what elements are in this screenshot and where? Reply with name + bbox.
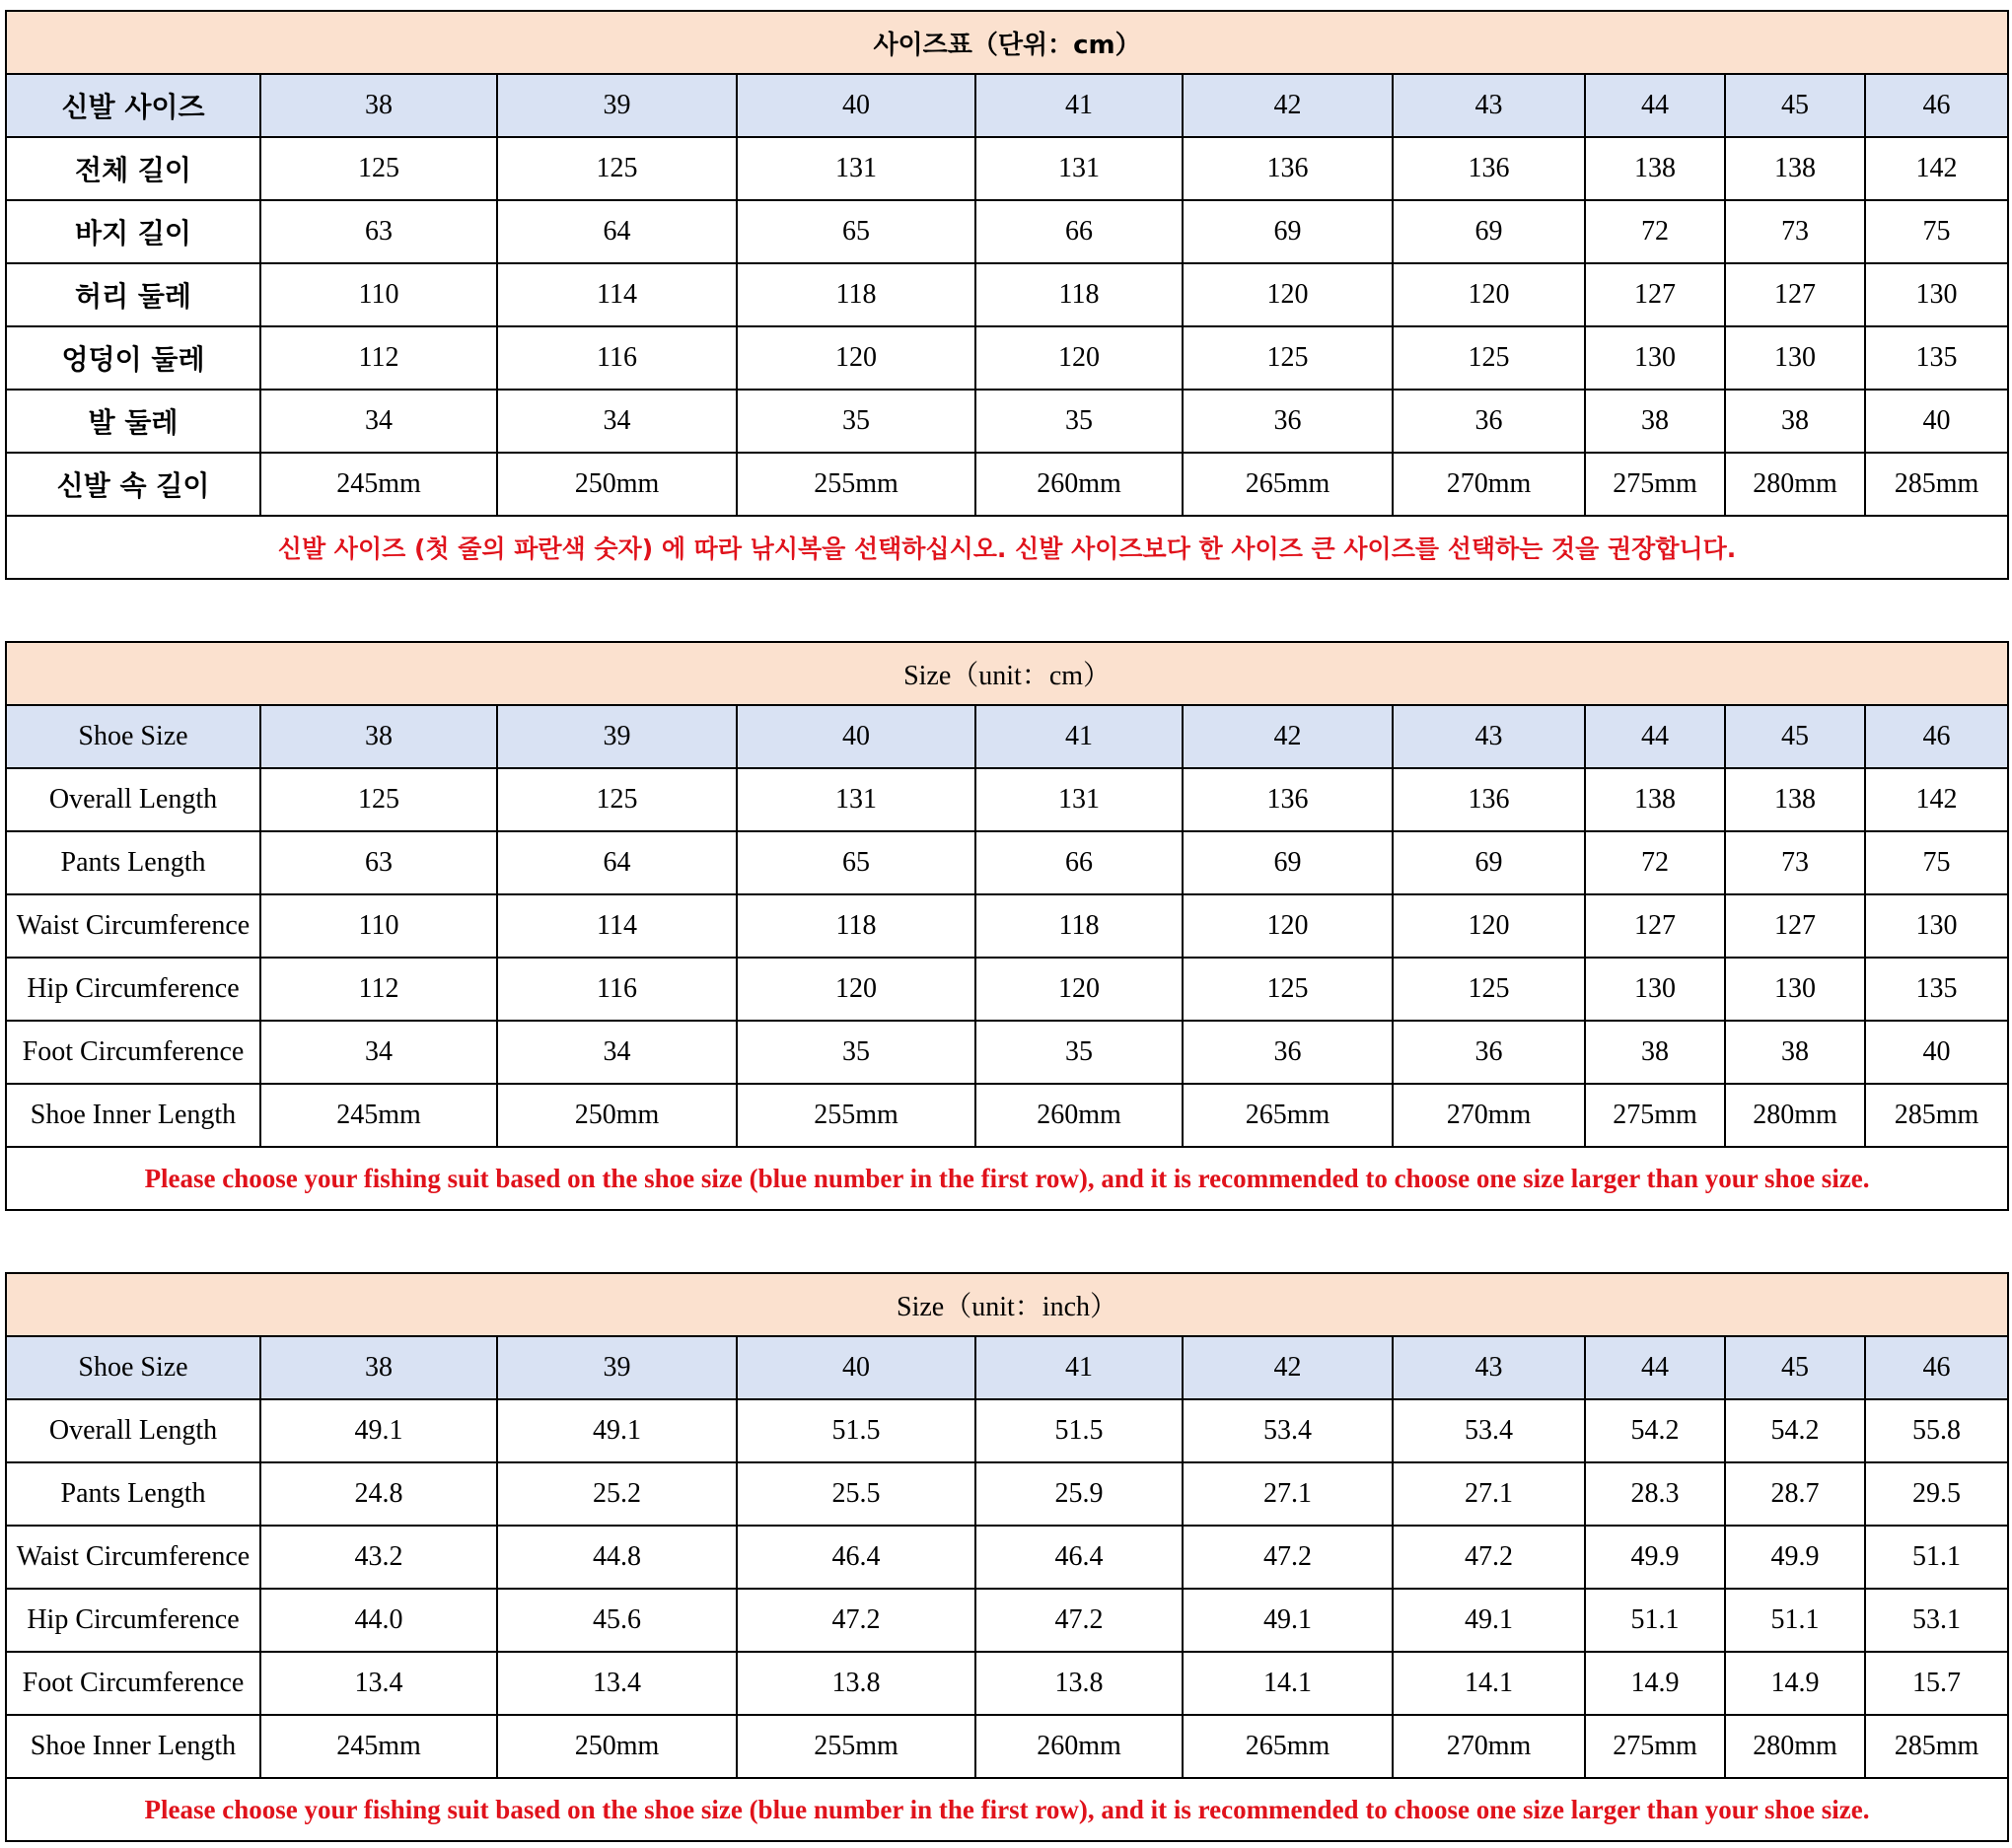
shoe-size-cell: 42 bbox=[1183, 74, 1393, 137]
table-cell: 38 bbox=[1725, 1021, 1865, 1084]
table-cell: 49.9 bbox=[1725, 1526, 1865, 1589]
size-table-english-inch bbox=[5, 1272, 2007, 1842]
row-label: Overall Length bbox=[6, 768, 260, 831]
table-cell: 51.1 bbox=[1725, 1589, 1865, 1652]
table-cell: 127 bbox=[1725, 894, 1865, 958]
row-label: Pants Length bbox=[6, 1462, 260, 1526]
table-row bbox=[6, 958, 2008, 1021]
table-cell: 34 bbox=[497, 390, 737, 453]
table-cell: 47.2 bbox=[1393, 1526, 1585, 1589]
shoe-size-cell: 38 bbox=[260, 705, 497, 768]
table-cell: 118 bbox=[975, 894, 1183, 958]
table-title: Size（unit：cm） bbox=[6, 642, 2008, 705]
row-label: 발 둘레 bbox=[6, 390, 260, 453]
table-cell: 131 bbox=[975, 768, 1183, 831]
shoe-size-cell: 40 bbox=[737, 705, 975, 768]
table-cell: 285mm bbox=[1865, 453, 2008, 516]
recommendation-note: Please choose your fishing suit based on the shoe size (blue number in the first row), and it is recommended to choose one size larger than your shoe size. bbox=[6, 1147, 2008, 1210]
table-cell: 127 bbox=[1585, 263, 1725, 326]
shoe-size-cell: 46 bbox=[1865, 1336, 2008, 1399]
table-cell: 25.5 bbox=[737, 1462, 975, 1526]
table-cell: 66 bbox=[975, 200, 1183, 263]
table-row bbox=[6, 831, 2008, 894]
table-cell: 135 bbox=[1865, 326, 2008, 390]
table-cell: 120 bbox=[1183, 894, 1393, 958]
table-cell: 280mm bbox=[1725, 1715, 1865, 1778]
table-cell: 125 bbox=[260, 137, 497, 200]
table-cell: 25.2 bbox=[497, 1462, 737, 1526]
table-cell: 72 bbox=[1585, 831, 1725, 894]
table-cell: 250mm bbox=[497, 1084, 737, 1147]
table-cell: 53.4 bbox=[1183, 1399, 1393, 1462]
table-cell: 136 bbox=[1393, 137, 1585, 200]
table-cell: 64 bbox=[497, 831, 737, 894]
table-cell: 112 bbox=[260, 326, 497, 390]
table-cell: 255mm bbox=[737, 1715, 975, 1778]
table-cell: 49.1 bbox=[260, 1399, 497, 1462]
shoe-size-cell: 44 bbox=[1585, 705, 1725, 768]
shoe-size-cell: 39 bbox=[497, 1336, 737, 1399]
table-cell: 136 bbox=[1183, 768, 1393, 831]
table-cell: 40 bbox=[1865, 1021, 2008, 1084]
table-cell: 34 bbox=[260, 1021, 497, 1084]
table-cell: 118 bbox=[737, 894, 975, 958]
table-cell: 112 bbox=[260, 958, 497, 1021]
shoe-size-cell: 41 bbox=[975, 705, 1183, 768]
table-cell: 72 bbox=[1585, 200, 1725, 263]
table-cell: 135 bbox=[1865, 958, 2008, 1021]
table-cell: 130 bbox=[1725, 326, 1865, 390]
table-cell: 131 bbox=[737, 768, 975, 831]
row-label: Waist Circumference bbox=[6, 1526, 260, 1589]
table-cell: 44.0 bbox=[260, 1589, 497, 1652]
table-row bbox=[6, 768, 2008, 831]
row-label: 엉덩이 둘레 bbox=[6, 326, 260, 390]
size-table bbox=[5, 1272, 2009, 1842]
shoe-size-cell: 45 bbox=[1725, 1336, 1865, 1399]
table-cell: 53.1 bbox=[1865, 1589, 2008, 1652]
table-cell: 63 bbox=[260, 831, 497, 894]
table-cell: 54.2 bbox=[1585, 1399, 1725, 1462]
table-cell: 142 bbox=[1865, 768, 2008, 831]
table-cell: 51.1 bbox=[1585, 1589, 1725, 1652]
table-cell: 136 bbox=[1183, 137, 1393, 200]
table-cell: 250mm bbox=[497, 1715, 737, 1778]
table-cell: 265mm bbox=[1183, 1715, 1393, 1778]
row-label: Foot Circumference bbox=[6, 1021, 260, 1084]
row-label: Shoe Size bbox=[6, 705, 260, 768]
table-row bbox=[6, 390, 2008, 453]
table-cell: 38 bbox=[1585, 1021, 1725, 1084]
table-cell: 47.2 bbox=[975, 1589, 1183, 1652]
table-cell: 69 bbox=[1393, 200, 1585, 263]
table-cell: 280mm bbox=[1725, 453, 1865, 516]
table-cell: 131 bbox=[975, 137, 1183, 200]
table-cell: 275mm bbox=[1585, 1715, 1725, 1778]
table-cell: 114 bbox=[497, 894, 737, 958]
table-row bbox=[6, 1399, 2008, 1462]
table-cell: 125 bbox=[1393, 326, 1585, 390]
table-cell: 44.8 bbox=[497, 1526, 737, 1589]
table-cell: 28.3 bbox=[1585, 1462, 1725, 1526]
table-cell: 265mm bbox=[1183, 1084, 1393, 1147]
shoe-size-cell: 44 bbox=[1585, 74, 1725, 137]
row-label: Shoe Size bbox=[6, 1336, 260, 1399]
recommendation-note: Please choose your fishing suit based on the shoe size (blue number in the first row), and it is recommended to choose one size larger than your shoe size. bbox=[6, 1778, 2008, 1841]
table-cell: 65 bbox=[737, 831, 975, 894]
table-row bbox=[6, 137, 2008, 200]
table-cell: 43.2 bbox=[260, 1526, 497, 1589]
table-cell: 120 bbox=[1393, 894, 1585, 958]
table-row bbox=[6, 1462, 2008, 1526]
table-cell: 120 bbox=[1393, 263, 1585, 326]
table-cell: 125 bbox=[497, 137, 737, 200]
table-cell: 35 bbox=[975, 1021, 1183, 1084]
table-cell: 280mm bbox=[1725, 1084, 1865, 1147]
recommendation-note-row bbox=[6, 516, 2008, 579]
table-cell: 138 bbox=[1585, 137, 1725, 200]
table-cell: 34 bbox=[497, 1021, 737, 1084]
table-cell: 260mm bbox=[975, 453, 1183, 516]
table-cell: 270mm bbox=[1393, 1715, 1585, 1778]
table-cell: 51.5 bbox=[975, 1399, 1183, 1462]
table-cell: 270mm bbox=[1393, 1084, 1585, 1147]
shoe-size-cell: 40 bbox=[737, 74, 975, 137]
table-cell: 47.2 bbox=[1183, 1526, 1393, 1589]
table-cell: 114 bbox=[497, 263, 737, 326]
table-cell: 75 bbox=[1865, 200, 2008, 263]
table-cell: 29.5 bbox=[1865, 1462, 2008, 1526]
size-table bbox=[5, 10, 2009, 580]
table-cell: 38 bbox=[1585, 390, 1725, 453]
table-cell: 255mm bbox=[737, 453, 975, 516]
table-title: Size（unit：inch） bbox=[6, 1273, 2008, 1336]
table-cell: 110 bbox=[260, 894, 497, 958]
table-cell: 131 bbox=[737, 137, 975, 200]
table-cell: 54.2 bbox=[1725, 1399, 1865, 1462]
table-cell: 125 bbox=[1183, 958, 1393, 1021]
table-title-row bbox=[6, 642, 2008, 705]
table-cell: 138 bbox=[1585, 768, 1725, 831]
table-cell: 36 bbox=[1183, 390, 1393, 453]
table-cell: 120 bbox=[975, 958, 1183, 1021]
shoe-size-cell: 41 bbox=[975, 1336, 1183, 1399]
table-cell: 275mm bbox=[1585, 1084, 1725, 1147]
table-cell: 55.8 bbox=[1865, 1399, 2008, 1462]
table-cell: 34 bbox=[260, 390, 497, 453]
table-cell: 69 bbox=[1183, 200, 1393, 263]
shoe-size-header-row bbox=[6, 1336, 2008, 1399]
table-title-row bbox=[6, 11, 2008, 74]
table-cell: 118 bbox=[975, 263, 1183, 326]
table-cell: 142 bbox=[1865, 137, 2008, 200]
row-label: 허리 둘레 bbox=[6, 263, 260, 326]
table-cell: 116 bbox=[497, 958, 737, 1021]
shoe-size-cell: 46 bbox=[1865, 74, 2008, 137]
shoe-size-cell: 40 bbox=[737, 1336, 975, 1399]
table-cell: 130 bbox=[1585, 326, 1725, 390]
table-cell: 245mm bbox=[260, 453, 497, 516]
table-row bbox=[6, 1084, 2008, 1147]
table-cell: 36 bbox=[1183, 1021, 1393, 1084]
row-label: Pants Length bbox=[6, 831, 260, 894]
table-cell: 130 bbox=[1585, 958, 1725, 1021]
row-label: 신발 속 길이 bbox=[6, 453, 260, 516]
table-cell: 28.7 bbox=[1725, 1462, 1865, 1526]
table-row bbox=[6, 200, 2008, 263]
table-cell: 45.6 bbox=[497, 1589, 737, 1652]
shoe-size-cell: 39 bbox=[497, 705, 737, 768]
table-row bbox=[6, 1021, 2008, 1084]
row-label: Waist Circumference bbox=[6, 894, 260, 958]
table-cell: 130 bbox=[1865, 263, 2008, 326]
table-row bbox=[6, 894, 2008, 958]
shoe-size-cell: 45 bbox=[1725, 705, 1865, 768]
table-cell: 14.1 bbox=[1183, 1652, 1393, 1715]
shoe-size-cell: 43 bbox=[1393, 74, 1585, 137]
table-cell: 127 bbox=[1725, 263, 1865, 326]
table-cell: 49.1 bbox=[497, 1399, 737, 1462]
recommendation-note-row bbox=[6, 1147, 2008, 1210]
table-cell: 125 bbox=[497, 768, 737, 831]
table-cell: 47.2 bbox=[737, 1589, 975, 1652]
table-cell: 51.5 bbox=[737, 1399, 975, 1462]
shoe-size-cell: 39 bbox=[497, 74, 737, 137]
table-cell: 15.7 bbox=[1865, 1652, 2008, 1715]
size-table-korean-cm bbox=[5, 10, 2007, 580]
table-cell: 120 bbox=[1183, 263, 1393, 326]
table-cell: 110 bbox=[260, 263, 497, 326]
table-cell: 35 bbox=[737, 1021, 975, 1084]
table-cell: 36 bbox=[1393, 390, 1585, 453]
table-cell: 136 bbox=[1393, 768, 1585, 831]
table-cell: 14.1 bbox=[1393, 1652, 1585, 1715]
table-title-row bbox=[6, 1273, 2008, 1336]
table-row bbox=[6, 1715, 2008, 1778]
table-cell: 35 bbox=[975, 390, 1183, 453]
row-label: Hip Circumference bbox=[6, 1589, 260, 1652]
shoe-size-cell: 42 bbox=[1183, 1336, 1393, 1399]
recommendation-note-row bbox=[6, 1778, 2008, 1841]
table-cell: 65 bbox=[737, 200, 975, 263]
table-cell: 40 bbox=[1865, 390, 2008, 453]
shoe-size-cell: 42 bbox=[1183, 705, 1393, 768]
table-row bbox=[6, 326, 2008, 390]
table-cell: 66 bbox=[975, 831, 1183, 894]
table-cell: 49.1 bbox=[1393, 1589, 1585, 1652]
table-cell: 125 bbox=[1393, 958, 1585, 1021]
shoe-size-cell: 38 bbox=[260, 1336, 497, 1399]
table-title: 사이즈표（단위：cm） bbox=[6, 11, 2008, 74]
table-cell: 130 bbox=[1725, 958, 1865, 1021]
recommendation-note: 신발 사이즈 (첫 줄의 파란색 숫자) 에 따라 낚시복을 선택하십시오. 신발 사이즈보다 한 사이즈 큰 사이즈를 선택하는 것을 권장합니다. bbox=[6, 516, 2008, 579]
table-cell: 36 bbox=[1393, 1021, 1585, 1084]
table-cell: 125 bbox=[1183, 326, 1393, 390]
row-label: Foot Circumference bbox=[6, 1652, 260, 1715]
table-cell: 64 bbox=[497, 200, 737, 263]
table-cell: 13.4 bbox=[260, 1652, 497, 1715]
table-cell: 51.1 bbox=[1865, 1526, 2008, 1589]
table-row bbox=[6, 263, 2008, 326]
table-cell: 46.4 bbox=[975, 1526, 1183, 1589]
table-cell: 255mm bbox=[737, 1084, 975, 1147]
table-cell: 69 bbox=[1393, 831, 1585, 894]
row-label: Shoe Inner Length bbox=[6, 1084, 260, 1147]
shoe-size-header-row bbox=[6, 74, 2008, 137]
shoe-size-header-row bbox=[6, 705, 2008, 768]
table-cell: 285mm bbox=[1865, 1084, 2008, 1147]
table-row bbox=[6, 1652, 2008, 1715]
table-cell: 49.9 bbox=[1585, 1526, 1725, 1589]
shoe-size-cell: 38 bbox=[260, 74, 497, 137]
table-cell: 53.4 bbox=[1393, 1399, 1585, 1462]
size-table-english-cm bbox=[5, 641, 2007, 1211]
table-cell: 73 bbox=[1725, 200, 1865, 263]
row-label: 신발 사이즈 bbox=[6, 74, 260, 137]
table-cell: 120 bbox=[737, 326, 975, 390]
table-cell: 265mm bbox=[1183, 453, 1393, 516]
table-cell: 250mm bbox=[497, 453, 737, 516]
table-cell: 127 bbox=[1585, 894, 1725, 958]
table-cell: 75 bbox=[1865, 831, 2008, 894]
table-cell: 260mm bbox=[975, 1084, 1183, 1147]
table-cell: 24.8 bbox=[260, 1462, 497, 1526]
table-cell: 46.4 bbox=[737, 1526, 975, 1589]
table-cell: 73 bbox=[1725, 831, 1865, 894]
table-cell: 27.1 bbox=[1393, 1462, 1585, 1526]
table-cell: 35 bbox=[737, 390, 975, 453]
table-cell: 120 bbox=[737, 958, 975, 1021]
table-cell: 285mm bbox=[1865, 1715, 2008, 1778]
row-label: 바지 길이 bbox=[6, 200, 260, 263]
row-label: Shoe Inner Length bbox=[6, 1715, 260, 1778]
table-cell: 13.4 bbox=[497, 1652, 737, 1715]
table-cell: 245mm bbox=[260, 1084, 497, 1147]
table-cell: 13.8 bbox=[737, 1652, 975, 1715]
table-cell: 13.8 bbox=[975, 1652, 1183, 1715]
table-cell: 260mm bbox=[975, 1715, 1183, 1778]
shoe-size-cell: 46 bbox=[1865, 705, 2008, 768]
table-cell: 275mm bbox=[1585, 453, 1725, 516]
table-cell: 138 bbox=[1725, 768, 1865, 831]
table-cell: 118 bbox=[737, 263, 975, 326]
shoe-size-cell: 45 bbox=[1725, 74, 1865, 137]
table-cell: 38 bbox=[1725, 390, 1865, 453]
table-cell: 116 bbox=[497, 326, 737, 390]
row-label: Overall Length bbox=[6, 1399, 260, 1462]
shoe-size-cell: 44 bbox=[1585, 1336, 1725, 1399]
table-cell: 63 bbox=[260, 200, 497, 263]
table-cell: 69 bbox=[1183, 831, 1393, 894]
table-cell: 125 bbox=[260, 768, 497, 831]
shoe-size-cell: 43 bbox=[1393, 1336, 1585, 1399]
table-cell: 49.1 bbox=[1183, 1589, 1393, 1652]
table-cell: 25.9 bbox=[975, 1462, 1183, 1526]
table-cell: 130 bbox=[1865, 894, 2008, 958]
size-table bbox=[5, 641, 2009, 1211]
row-label: Hip Circumference bbox=[6, 958, 260, 1021]
shoe-size-cell: 43 bbox=[1393, 705, 1585, 768]
shoe-size-cell: 41 bbox=[975, 74, 1183, 137]
table-cell: 270mm bbox=[1393, 453, 1585, 516]
table-cell: 27.1 bbox=[1183, 1462, 1393, 1526]
table-cell: 245mm bbox=[260, 1715, 497, 1778]
row-label: 전체 길이 bbox=[6, 137, 260, 200]
table-cell: 120 bbox=[975, 326, 1183, 390]
table-cell: 14.9 bbox=[1585, 1652, 1725, 1715]
table-cell: 138 bbox=[1725, 137, 1865, 200]
table-row bbox=[6, 1526, 2008, 1589]
table-row bbox=[6, 453, 2008, 516]
table-row bbox=[6, 1589, 2008, 1652]
table-cell: 14.9 bbox=[1725, 1652, 1865, 1715]
